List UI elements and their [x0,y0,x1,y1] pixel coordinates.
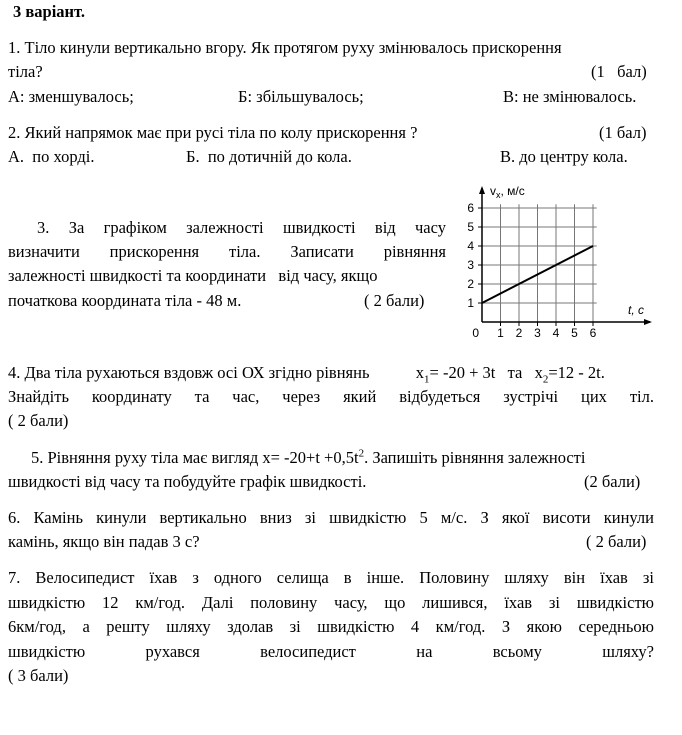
q4-eq1-sub: 1 [424,373,430,386]
q1-points: (1 бал) [591,62,647,81]
page-title: 3 варіант. [13,2,86,21]
origin-label: 0 [472,326,479,340]
q6-line2: камінь, якщо він падав 3 с? [8,532,200,551]
q1-line1: 1. Тіло кинули вертикально вгору. Як протягом руху змінювалось прискорення [8,38,562,57]
q5-text: 5. Рівняння руху тіла має вигляд x= -20+t +0,5t [31,448,359,467]
y-axis-label: $v_x$, м/с [490,184,525,200]
q1-line2: тіла? [8,62,43,81]
y-tick-label: 2 [467,277,474,291]
q3-line1: 3. За графіком залежності швидкості від часу [37,218,446,237]
q5-points: (2 бали) [584,472,641,491]
q4-eq2-rest: =12 - 2t. [548,363,605,382]
q7-points: ( 3 бали) [8,666,69,685]
x-tick-label: 1 [497,326,504,340]
q3-line3: залежності швидкості та координати від часу, якщо [8,266,378,285]
q3-line2: визначити прискорення тіла. Записати рівняння [8,242,446,261]
q7-line1: 7. Велосипедист їхав з одного селища в інше. Половину шляху він їхав зі [8,568,654,587]
q4-text: 4. Два тіла рухаються вздовж осі ОХ згідно рівнянь [8,363,370,382]
q1-option-b: Б: збільшувалось; [238,87,364,106]
q4-line1 [8,363,605,386]
q5-text-end: . Запишіть рівняння залежності [364,448,586,467]
q4-eq-and: та [507,363,523,382]
y-tick-label: 4 [467,239,474,253]
x-tick-label: 2 [515,326,523,340]
y-axis-arrow [479,186,485,194]
q4-line2: Знайдіть координату та час, через який відбудеться зустрічі цих тіл. [8,387,654,406]
q2-points: (1 бал) [599,123,647,142]
q7-line4: швидкістю рухався велосипедист на всьому шляху? [8,642,654,661]
q6-line1: 6. Камінь кинули вертикально вниз зі швидкістю 5 м/с. З якої висоти кинули [8,508,654,527]
q2-option-c: В. до центру кола. [500,147,628,166]
q5-line1 [31,448,585,468]
q2-option-a: А. по хорді. [8,147,95,166]
q4-eq2-sub: 2 [542,373,549,386]
q4-eq1-var: x [415,363,425,382]
q7-line2: швидкістю 12 км/год. Далі половину часу, що лишився, їхав зі швидкістю [8,593,654,612]
velocity-time-graph [456,182,656,342]
x-axis-label: t, c [628,303,645,317]
q5-line2: швидкості від часу та побудуйте графік швидкості. [8,472,367,491]
x-tick-label: 6 [589,326,597,340]
q4-points: ( 2 бали) [8,411,69,430]
q2-line1: 2. Який напрямок має при русі тіла по колу прискорення ? [8,123,418,142]
q6-points: ( 2 бали) [586,532,647,551]
q3-points: ( 2 бали) [364,291,425,310]
y-tick-label: 3 [467,258,474,272]
y-tick-label: 6 [467,201,474,215]
q7-line3: 6км/год, а решту шляху здолав зі швидкістю 4 км/год. З якою середньою [8,617,654,636]
x-axis-arrow [644,319,652,325]
q4-eq2-var: x [534,363,543,382]
q2-option-b: Б. по дотичній до кола. [186,147,352,166]
x-tick-label: 3 [534,326,541,340]
q3-line4: початкова координата тіла - 48 м. [8,291,242,310]
y-tick-label: 1 [467,296,474,310]
q4-eq1-rest: = -20 + 3t [429,363,496,382]
q1-option-c: В: не змінювалось. [503,87,637,106]
q5-sup: 2 [358,447,365,460]
x-tick-label: 4 [552,326,560,340]
y-tick-label: 5 [467,220,474,234]
q1-option-a: А: зменшувалось; [8,87,134,106]
x-tick-label: 5 [571,326,578,340]
